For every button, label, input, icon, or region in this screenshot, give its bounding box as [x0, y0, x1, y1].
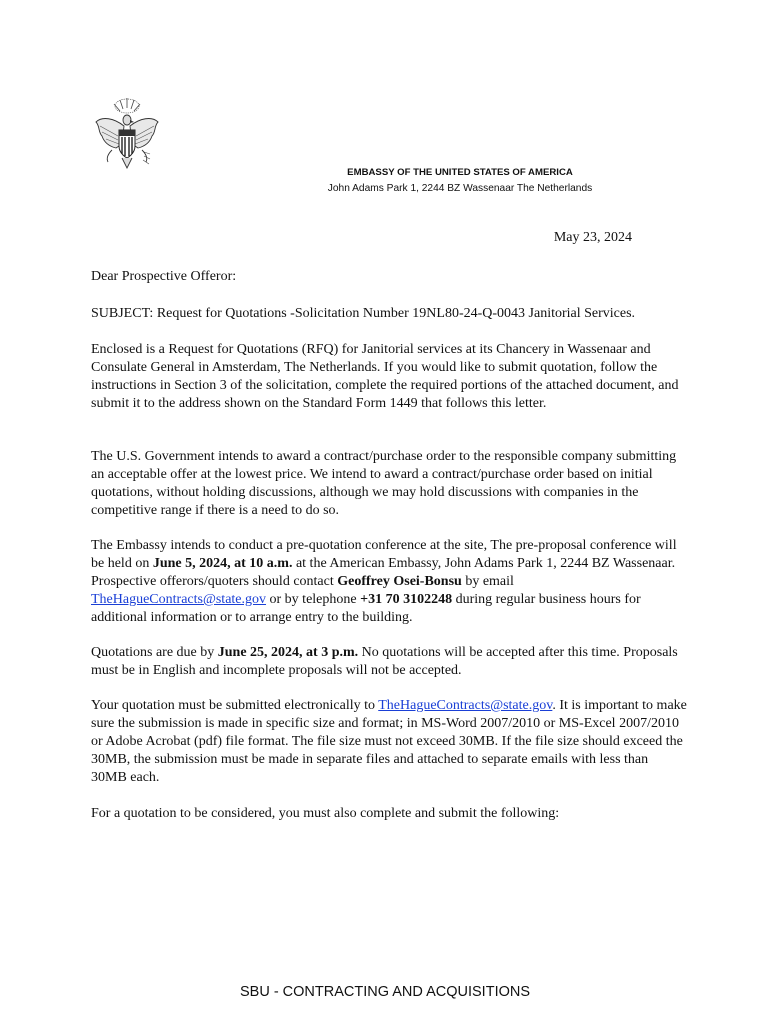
due-text-2: No quotations will be accepted after this time. Proposals must be in English and incomplete proposals will not be accepted.	[91, 645, 678, 678]
conference-email-link[interactable]: TheHagueContracts@state.gov	[91, 592, 267, 607]
submission-email-link[interactable]: TheHagueContracts@state.gov	[378, 698, 553, 713]
conference-text-3: by email	[461, 574, 514, 589]
paragraph-rfq: Enclosed is a Request for Quotations (RFQ) for Janitorial services at its Chancery in Wassenaar and Consulate General in Amsterdam, The Netherlands. If you would like to submit quotation, follow the instructions in Section 3 of the solicitation, complete the required portions of the attached document, and submit it to the address shown on the Standard Form 1449 that follows this letter.	[91, 342, 679, 411]
submission-text-2: . It is important to make sure the submission is made in specific size and format; in MS-Word 2007/2010 or MS-Excel 2007/2010 or Adobe Acrobat (pdf) file format. The file size must not exceed 30MB. If the file size should exceed the 30MB, the submission must be made in separate files and attached to separate emails with less than 30MB each.	[91, 698, 687, 785]
letter-date: May 23, 2024	[553, 230, 632, 245]
letterhead-embassy-name: EMBASSY OF THE UNITED STATES OF AMERICA	[347, 167, 573, 178]
due-date: June 25, 2024, at 3 p.m.	[217, 645, 359, 660]
paragraph-due	[91, 644, 687, 680]
conference-date-time: June 5, 2024, at 10 a.m.	[152, 556, 293, 571]
conference-text-2: at the American Embassy, John Adams Park 1, 2244 BZ Wassenaar. Prospective offerors/quoters should contact	[91, 556, 676, 589]
conference-text-4: or by telephone	[266, 592, 361, 607]
footer-classification: SBU - CONTRACTING AND ACQUISITIONS	[239, 984, 531, 1000]
conference-text-5: during regular business hours for additional information or to arrange entry to the building.	[91, 592, 641, 625]
paragraph-conference	[91, 537, 687, 627]
due-text-1: Quotations are due by	[91, 645, 218, 660]
submission-text-1: Your quotation must be submitted electronically to	[91, 698, 379, 713]
letterhead-address: John Adams Park 1, 2244 BZ Wassenaar The Netherlands	[327, 183, 593, 194]
paragraph-award: The U.S. Government intends to award a contract/purchase order to the responsible company submitting an acceptable offer at the lowest price. We intend to award a contract/purchase order based on initial quotations, without holding discussions, although we may hold discussions with companies in the competitive range if there is a need to do so.	[91, 449, 677, 518]
subject-line: SUBJECT: Request for Quotations -Solicitation Number 19NL80-24-Q-0043 Janitorial Services.	[91, 306, 636, 321]
paragraph-consider: For a quotation to be considered, you must also complete and submit the following:	[91, 806, 560, 821]
conference-phone: +31 70 3102248	[360, 592, 453, 607]
conference-text-1: The Embassy intends to conduct a pre-quotation conference at the site, The pre-proposal conference will be held on	[91, 538, 677, 571]
great-seal-icon	[94, 96, 160, 172]
conference-contact-name: Geoffrey Osei-Bonsu	[337, 574, 462, 589]
paragraph-submission	[91, 697, 687, 787]
salutation: Dear Prospective Offeror:	[91, 269, 237, 284]
